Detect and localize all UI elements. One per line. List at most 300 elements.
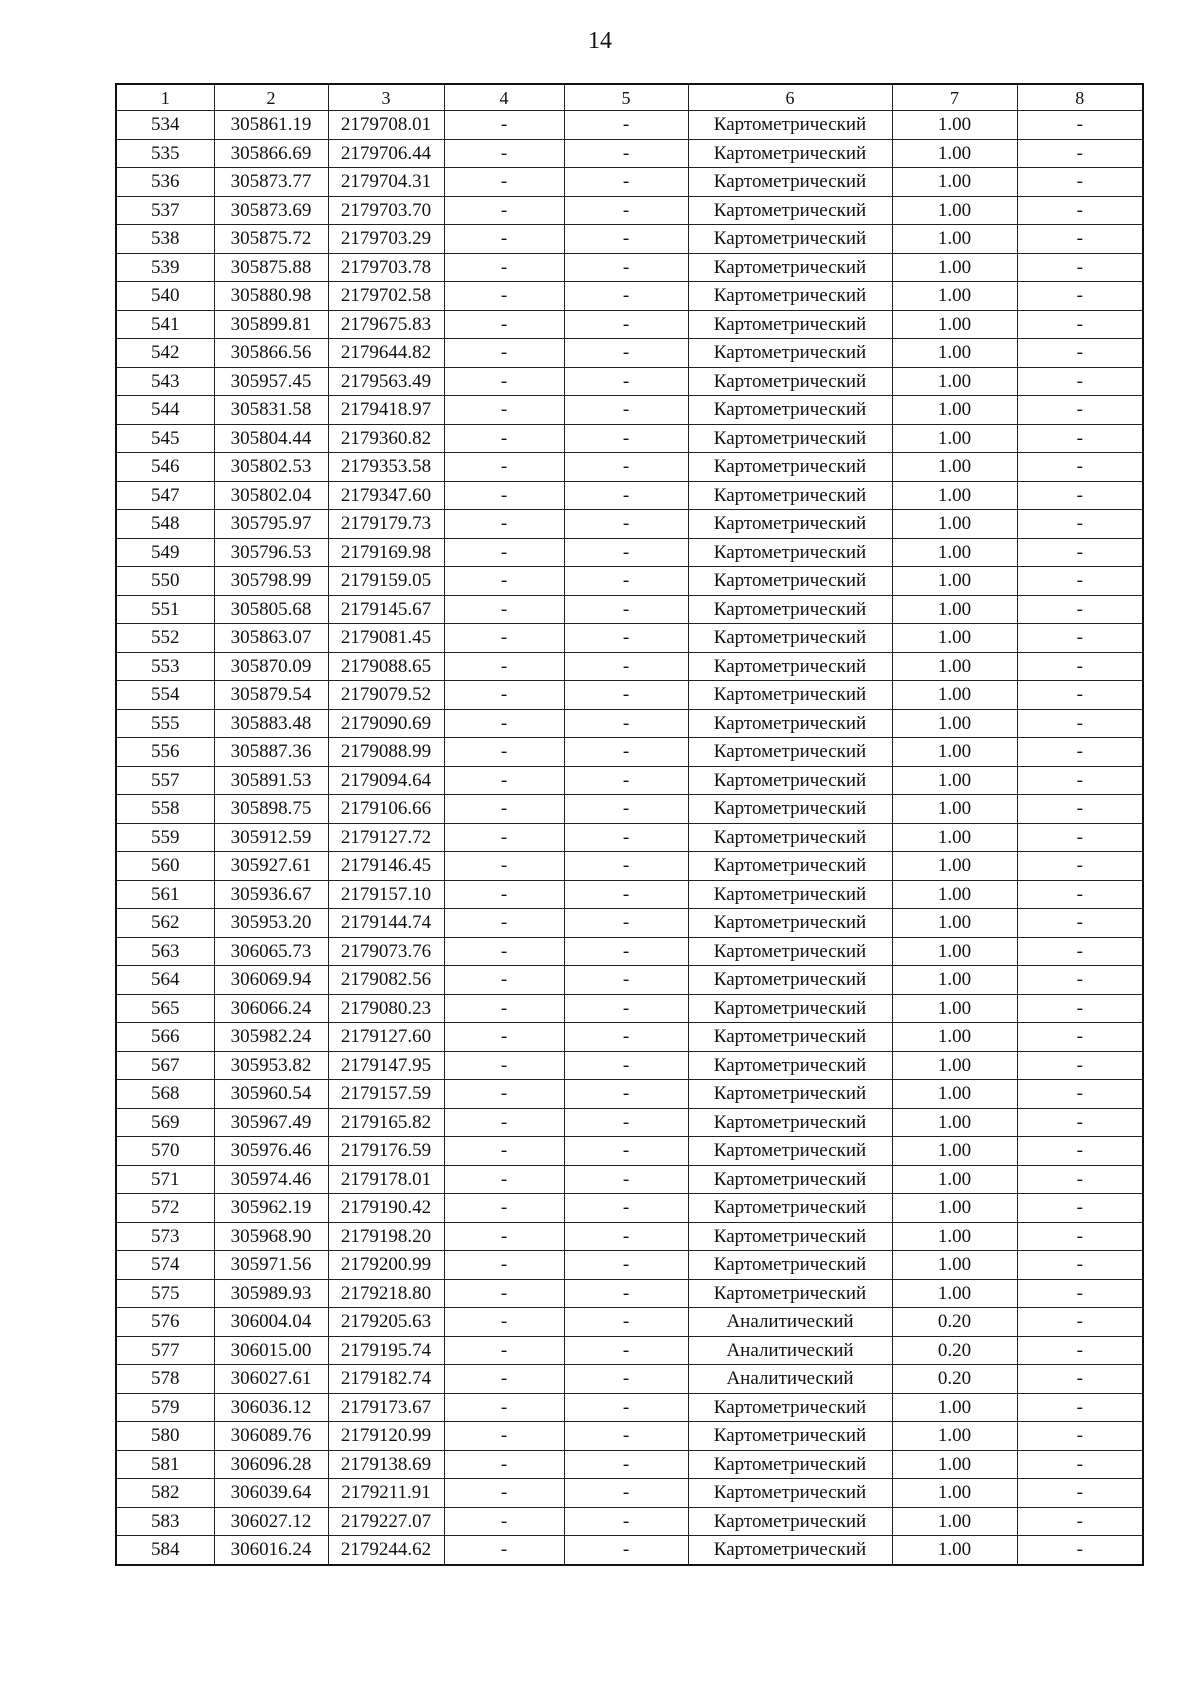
cell-method: Картометрический xyxy=(688,823,892,852)
cell-x-coordinate: 306096.28 xyxy=(214,1450,328,1479)
cell-accuracy: 1.00 xyxy=(892,1393,1017,1422)
cell-col-8: - xyxy=(1017,880,1143,909)
table-row xyxy=(116,1251,1143,1280)
cell-point-number: 561 xyxy=(116,880,214,909)
cell-x-coordinate: 305982.24 xyxy=(214,1023,328,1052)
cell-accuracy: 1.00 xyxy=(892,453,1017,482)
table-row xyxy=(116,1080,1143,1109)
cell-col-4: - xyxy=(444,1023,564,1052)
cell-col-8: - xyxy=(1017,652,1143,681)
table-row xyxy=(116,567,1143,596)
cell-y-coordinate: 2179205.63 xyxy=(328,1308,444,1337)
cell-col-8: - xyxy=(1017,567,1143,596)
table-row xyxy=(116,453,1143,482)
cell-col-4: - xyxy=(444,681,564,710)
cell-accuracy: 1.00 xyxy=(892,1536,1017,1565)
cell-point-number: 547 xyxy=(116,481,214,510)
cell-point-number: 536 xyxy=(116,168,214,197)
cell-col-8: - xyxy=(1017,1393,1143,1422)
cell-method: Картометрический xyxy=(688,424,892,453)
cell-x-coordinate: 305866.56 xyxy=(214,339,328,368)
cell-col-4: - xyxy=(444,595,564,624)
cell-col-4: - xyxy=(444,1279,564,1308)
cell-x-coordinate: 306069.94 xyxy=(214,966,328,995)
cell-col-5: - xyxy=(564,339,688,368)
cell-point-number: 569 xyxy=(116,1108,214,1137)
cell-y-coordinate: 2179353.58 xyxy=(328,453,444,482)
cell-point-number: 574 xyxy=(116,1251,214,1280)
cell-y-coordinate: 2179073.76 xyxy=(328,937,444,966)
cell-method: Картометрический xyxy=(688,168,892,197)
cell-x-coordinate: 305861.19 xyxy=(214,111,328,140)
cell-col-5: - xyxy=(564,168,688,197)
cell-col-4: - xyxy=(444,196,564,225)
cell-y-coordinate: 2179244.62 xyxy=(328,1536,444,1565)
cell-col-8: - xyxy=(1017,1051,1143,1080)
cell-col-4: - xyxy=(444,880,564,909)
cell-y-coordinate: 2179144.74 xyxy=(328,909,444,938)
column-header-7: 7 xyxy=(892,84,1017,111)
table-row xyxy=(116,225,1143,254)
table-row xyxy=(116,139,1143,168)
cell-col-8: - xyxy=(1017,1422,1143,1451)
cell-col-5: - xyxy=(564,367,688,396)
cell-col-5: - xyxy=(564,1194,688,1223)
cell-y-coordinate: 2179675.83 xyxy=(328,310,444,339)
cell-col-5: - xyxy=(564,225,688,254)
cell-method: Картометрический xyxy=(688,1023,892,1052)
cell-method: Картометрический xyxy=(688,1137,892,1166)
cell-x-coordinate: 305804.44 xyxy=(214,424,328,453)
cell-col-8: - xyxy=(1017,168,1143,197)
cell-point-number: 545 xyxy=(116,424,214,453)
cell-col-5: - xyxy=(564,196,688,225)
cell-col-5: - xyxy=(564,1336,688,1365)
table-row xyxy=(116,681,1143,710)
cell-method: Картометрический xyxy=(688,852,892,881)
cell-accuracy: 1.00 xyxy=(892,1023,1017,1052)
cell-col-4: - xyxy=(444,367,564,396)
cell-method: Картометрический xyxy=(688,766,892,795)
table-row xyxy=(116,1507,1143,1536)
cell-x-coordinate: 305875.88 xyxy=(214,253,328,282)
cell-point-number: 571 xyxy=(116,1165,214,1194)
cell-col-8: - xyxy=(1017,681,1143,710)
cell-point-number: 578 xyxy=(116,1365,214,1394)
cell-col-5: - xyxy=(564,1422,688,1451)
cell-col-4: - xyxy=(444,1422,564,1451)
cell-point-number: 552 xyxy=(116,624,214,653)
cell-col-5: - xyxy=(564,1108,688,1137)
cell-accuracy: 1.00 xyxy=(892,396,1017,425)
cell-col-4: - xyxy=(444,481,564,510)
cell-col-8: - xyxy=(1017,1365,1143,1394)
cell-x-coordinate: 305989.93 xyxy=(214,1279,328,1308)
column-header-3: 3 xyxy=(328,84,444,111)
cell-y-coordinate: 2179211.91 xyxy=(328,1479,444,1508)
cell-y-coordinate: 2179088.65 xyxy=(328,652,444,681)
cell-y-coordinate: 2179165.82 xyxy=(328,1108,444,1137)
cell-method: Аналитический xyxy=(688,1336,892,1365)
cell-y-coordinate: 2179157.10 xyxy=(328,880,444,909)
cell-accuracy: 1.00 xyxy=(892,1051,1017,1080)
cell-method: Аналитический xyxy=(688,1308,892,1337)
table-row xyxy=(116,1023,1143,1052)
cell-method: Картометрический xyxy=(688,652,892,681)
cell-col-5: - xyxy=(564,453,688,482)
cell-method: Картометрический xyxy=(688,624,892,653)
cell-col-4: - xyxy=(444,823,564,852)
cell-point-number: 572 xyxy=(116,1194,214,1223)
cell-col-8: - xyxy=(1017,1507,1143,1536)
cell-accuracy: 1.00 xyxy=(892,966,1017,995)
cell-method: Картометрический xyxy=(688,1393,892,1422)
cell-col-8: - xyxy=(1017,1108,1143,1137)
cell-col-8: - xyxy=(1017,396,1143,425)
cell-y-coordinate: 2179178.01 xyxy=(328,1165,444,1194)
cell-col-8: - xyxy=(1017,1023,1143,1052)
cell-accuracy: 1.00 xyxy=(892,310,1017,339)
cell-method: Картометрический xyxy=(688,453,892,482)
cell-x-coordinate: 305953.20 xyxy=(214,909,328,938)
cell-point-number: 537 xyxy=(116,196,214,225)
cell-col-5: - xyxy=(564,1080,688,1109)
cell-y-coordinate: 2179081.45 xyxy=(328,624,444,653)
cell-y-coordinate: 2179106.66 xyxy=(328,795,444,824)
cell-col-8: - xyxy=(1017,1194,1143,1223)
cell-accuracy: 1.00 xyxy=(892,424,1017,453)
cell-col-4: - xyxy=(444,168,564,197)
cell-col-4: - xyxy=(444,1308,564,1337)
cell-col-4: - xyxy=(444,709,564,738)
cell-y-coordinate: 2179347.60 xyxy=(328,481,444,510)
cell-point-number: 581 xyxy=(116,1450,214,1479)
table-row xyxy=(116,1393,1143,1422)
cell-col-5: - xyxy=(564,795,688,824)
table-row xyxy=(116,795,1143,824)
cell-x-coordinate: 305927.61 xyxy=(214,852,328,881)
cell-method: Картометрический xyxy=(688,738,892,767)
cell-x-coordinate: 305795.97 xyxy=(214,510,328,539)
table-row xyxy=(116,1536,1143,1565)
cell-col-4: - xyxy=(444,1365,564,1394)
column-header-2: 2 xyxy=(214,84,328,111)
cell-x-coordinate: 305873.69 xyxy=(214,196,328,225)
cell-col-4: - xyxy=(444,1393,564,1422)
cell-col-5: - xyxy=(564,111,688,140)
column-header-8: 8 xyxy=(1017,84,1143,111)
cell-col-8: - xyxy=(1017,225,1143,254)
cell-y-coordinate: 2179157.59 xyxy=(328,1080,444,1109)
cell-y-coordinate: 2179418.97 xyxy=(328,396,444,425)
cell-col-5: - xyxy=(564,681,688,710)
cell-col-4: - xyxy=(444,1336,564,1365)
table-row xyxy=(116,253,1143,282)
cell-col-5: - xyxy=(564,738,688,767)
cell-point-number: 576 xyxy=(116,1308,214,1337)
table-row xyxy=(116,880,1143,909)
table-row xyxy=(116,652,1143,681)
table-body xyxy=(116,111,1143,1565)
cell-x-coordinate: 305880.98 xyxy=(214,282,328,311)
cell-col-8: - xyxy=(1017,424,1143,453)
cell-method: Картометрический xyxy=(688,111,892,140)
table-row xyxy=(116,282,1143,311)
cell-col-5: - xyxy=(564,253,688,282)
cell-accuracy: 1.00 xyxy=(892,738,1017,767)
cell-accuracy: 1.00 xyxy=(892,1108,1017,1137)
cell-method: Картометрический xyxy=(688,1251,892,1280)
cell-method: Картометрический xyxy=(688,1479,892,1508)
cell-col-8: - xyxy=(1017,738,1143,767)
cell-accuracy: 1.00 xyxy=(892,1279,1017,1308)
table-row xyxy=(116,1222,1143,1251)
cell-method: Картометрический xyxy=(688,1194,892,1223)
cell-method: Картометрический xyxy=(688,994,892,1023)
cell-accuracy: 1.00 xyxy=(892,196,1017,225)
cell-accuracy: 1.00 xyxy=(892,937,1017,966)
cell-x-coordinate: 305953.82 xyxy=(214,1051,328,1080)
cell-accuracy: 1.00 xyxy=(892,1450,1017,1479)
table-row xyxy=(116,709,1143,738)
cell-col-8: - xyxy=(1017,538,1143,567)
cell-y-coordinate: 2179146.45 xyxy=(328,852,444,881)
cell-col-5: - xyxy=(564,282,688,311)
cell-col-8: - xyxy=(1017,1336,1143,1365)
cell-accuracy: 1.00 xyxy=(892,339,1017,368)
cell-y-coordinate: 2179169.98 xyxy=(328,538,444,567)
table-row xyxy=(116,196,1143,225)
cell-col-8: - xyxy=(1017,1165,1143,1194)
cell-col-4: - xyxy=(444,282,564,311)
cell-col-5: - xyxy=(564,937,688,966)
cell-col-5: - xyxy=(564,595,688,624)
cell-y-coordinate: 2179703.29 xyxy=(328,225,444,254)
cell-accuracy: 1.00 xyxy=(892,481,1017,510)
cell-col-5: - xyxy=(564,510,688,539)
table-row xyxy=(116,766,1143,795)
table-row xyxy=(116,1137,1143,1166)
cell-method: Картометрический xyxy=(688,253,892,282)
cell-col-4: - xyxy=(444,1507,564,1536)
cell-accuracy: 1.00 xyxy=(892,1165,1017,1194)
cell-col-8: - xyxy=(1017,1308,1143,1337)
cell-point-number: 542 xyxy=(116,339,214,368)
cell-method: Картометрический xyxy=(688,367,892,396)
cell-col-4: - xyxy=(444,966,564,995)
cell-x-coordinate: 305798.99 xyxy=(214,567,328,596)
cell-col-8: - xyxy=(1017,1279,1143,1308)
cell-y-coordinate: 2179179.73 xyxy=(328,510,444,539)
cell-y-coordinate: 2179082.56 xyxy=(328,966,444,995)
cell-point-number: 577 xyxy=(116,1336,214,1365)
cell-col-5: - xyxy=(564,766,688,795)
cell-col-8: - xyxy=(1017,937,1143,966)
table-row xyxy=(116,339,1143,368)
cell-accuracy: 1.00 xyxy=(892,225,1017,254)
table-row xyxy=(116,1479,1143,1508)
cell-method: Картометрический xyxy=(688,909,892,938)
cell-method: Картометрический xyxy=(688,196,892,225)
cell-col-5: - xyxy=(564,709,688,738)
cell-col-5: - xyxy=(564,1023,688,1052)
cell-col-5: - xyxy=(564,424,688,453)
cell-method: Картометрический xyxy=(688,681,892,710)
cell-x-coordinate: 305802.53 xyxy=(214,453,328,482)
cell-method: Аналитический xyxy=(688,1365,892,1394)
column-header-6: 6 xyxy=(688,84,892,111)
table-row xyxy=(116,994,1143,1023)
cell-col-8: - xyxy=(1017,1251,1143,1280)
cell-col-5: - xyxy=(564,1165,688,1194)
cell-accuracy: 1.00 xyxy=(892,624,1017,653)
table-row xyxy=(116,595,1143,624)
cell-x-coordinate: 306015.00 xyxy=(214,1336,328,1365)
cell-col-8: - xyxy=(1017,1080,1143,1109)
cell-method: Картометрический xyxy=(688,139,892,168)
cell-y-coordinate: 2179090.69 xyxy=(328,709,444,738)
table-row xyxy=(116,1365,1143,1394)
cell-method: Картометрический xyxy=(688,396,892,425)
cell-point-number: 584 xyxy=(116,1536,214,1565)
cell-x-coordinate: 305883.48 xyxy=(214,709,328,738)
cell-y-coordinate: 2179706.44 xyxy=(328,139,444,168)
cell-accuracy: 0.20 xyxy=(892,1336,1017,1365)
cell-col-4: - xyxy=(444,424,564,453)
cell-y-coordinate: 2179704.31 xyxy=(328,168,444,197)
cell-point-number: 543 xyxy=(116,367,214,396)
cell-point-number: 565 xyxy=(116,994,214,1023)
cell-point-number: 562 xyxy=(116,909,214,938)
cell-y-coordinate: 2179079.52 xyxy=(328,681,444,710)
table-row xyxy=(116,1165,1143,1194)
cell-y-coordinate: 2179080.23 xyxy=(328,994,444,1023)
cell-y-coordinate: 2179138.69 xyxy=(328,1450,444,1479)
table-row xyxy=(116,852,1143,881)
cell-col-8: - xyxy=(1017,624,1143,653)
cell-col-8: - xyxy=(1017,253,1143,282)
cell-col-5: - xyxy=(564,1365,688,1394)
cell-point-number: 564 xyxy=(116,966,214,995)
cell-point-number: 535 xyxy=(116,139,214,168)
cell-accuracy: 1.00 xyxy=(892,1194,1017,1223)
cell-accuracy: 1.00 xyxy=(892,510,1017,539)
cell-accuracy: 1.00 xyxy=(892,253,1017,282)
cell-y-coordinate: 2179176.59 xyxy=(328,1137,444,1166)
cell-col-4: - xyxy=(444,253,564,282)
cell-col-4: - xyxy=(444,1536,564,1565)
cell-method: Картометрический xyxy=(688,1507,892,1536)
cell-accuracy: 1.00 xyxy=(892,852,1017,881)
cell-x-coordinate: 305957.45 xyxy=(214,367,328,396)
cell-col-8: - xyxy=(1017,510,1143,539)
cell-x-coordinate: 305873.77 xyxy=(214,168,328,197)
cell-col-5: - xyxy=(564,396,688,425)
table-row xyxy=(116,966,1143,995)
column-header-5: 5 xyxy=(564,84,688,111)
cell-accuracy: 1.00 xyxy=(892,1251,1017,1280)
cell-point-number: 580 xyxy=(116,1422,214,1451)
cell-col-5: - xyxy=(564,1308,688,1337)
page-number: 14 xyxy=(588,28,612,54)
cell-x-coordinate: 305912.59 xyxy=(214,823,328,852)
cell-y-coordinate: 2179088.99 xyxy=(328,738,444,767)
cell-accuracy: 1.00 xyxy=(892,1222,1017,1251)
cell-y-coordinate: 2179145.67 xyxy=(328,595,444,624)
cell-point-number: 573 xyxy=(116,1222,214,1251)
cell-y-coordinate: 2179703.70 xyxy=(328,196,444,225)
cell-col-8: - xyxy=(1017,595,1143,624)
cell-col-5: - xyxy=(564,139,688,168)
cell-col-4: - xyxy=(444,225,564,254)
cell-accuracy: 1.00 xyxy=(892,595,1017,624)
cell-col-4: - xyxy=(444,909,564,938)
cell-point-number: 555 xyxy=(116,709,214,738)
cell-y-coordinate: 2179227.07 xyxy=(328,1507,444,1536)
cell-x-coordinate: 306039.64 xyxy=(214,1479,328,1508)
cell-x-coordinate: 305796.53 xyxy=(214,538,328,567)
cell-col-5: - xyxy=(564,1251,688,1280)
cell-col-8: - xyxy=(1017,339,1143,368)
table-header xyxy=(116,84,1143,111)
cell-method: Картометрический xyxy=(688,937,892,966)
cell-col-5: - xyxy=(564,1222,688,1251)
cell-point-number: 553 xyxy=(116,652,214,681)
cell-accuracy: 0.20 xyxy=(892,1308,1017,1337)
cell-x-coordinate: 305898.75 xyxy=(214,795,328,824)
cell-col-8: - xyxy=(1017,367,1143,396)
cell-point-number: 551 xyxy=(116,595,214,624)
cell-method: Картометрический xyxy=(688,282,892,311)
cell-col-5: - xyxy=(564,652,688,681)
cell-y-coordinate: 2179702.58 xyxy=(328,282,444,311)
cell-col-5: - xyxy=(564,1279,688,1308)
table-row xyxy=(116,367,1143,396)
cell-accuracy: 1.00 xyxy=(892,111,1017,140)
cell-col-8: - xyxy=(1017,111,1143,140)
cell-col-4: - xyxy=(444,310,564,339)
cell-accuracy: 1.00 xyxy=(892,168,1017,197)
cell-col-4: - xyxy=(444,453,564,482)
cell-col-4: - xyxy=(444,937,564,966)
cell-col-8: - xyxy=(1017,1479,1143,1508)
cell-x-coordinate: 306066.24 xyxy=(214,994,328,1023)
cell-col-8: - xyxy=(1017,966,1143,995)
cell-x-coordinate: 306027.12 xyxy=(214,1507,328,1536)
cell-point-number: 582 xyxy=(116,1479,214,1508)
cell-col-4: - xyxy=(444,1080,564,1109)
cell-method: Картометрический xyxy=(688,481,892,510)
cell-x-coordinate: 306036.12 xyxy=(214,1393,328,1422)
table-row xyxy=(116,1422,1143,1451)
cell-y-coordinate: 2179094.64 xyxy=(328,766,444,795)
cell-col-8: - xyxy=(1017,453,1143,482)
cell-method: Картометрический xyxy=(688,880,892,909)
cell-col-8: - xyxy=(1017,1450,1143,1479)
cell-col-8: - xyxy=(1017,196,1143,225)
cell-col-5: - xyxy=(564,1507,688,1536)
table-row xyxy=(116,168,1143,197)
cell-col-8: - xyxy=(1017,1536,1143,1565)
cell-point-number: 538 xyxy=(116,225,214,254)
cell-y-coordinate: 2179120.99 xyxy=(328,1422,444,1451)
table-row xyxy=(116,738,1143,767)
coordinates-table xyxy=(115,83,1144,1566)
cell-col-4: - xyxy=(444,852,564,881)
cell-col-4: - xyxy=(444,396,564,425)
cell-y-coordinate: 2179563.49 xyxy=(328,367,444,396)
cell-point-number: 540 xyxy=(116,282,214,311)
